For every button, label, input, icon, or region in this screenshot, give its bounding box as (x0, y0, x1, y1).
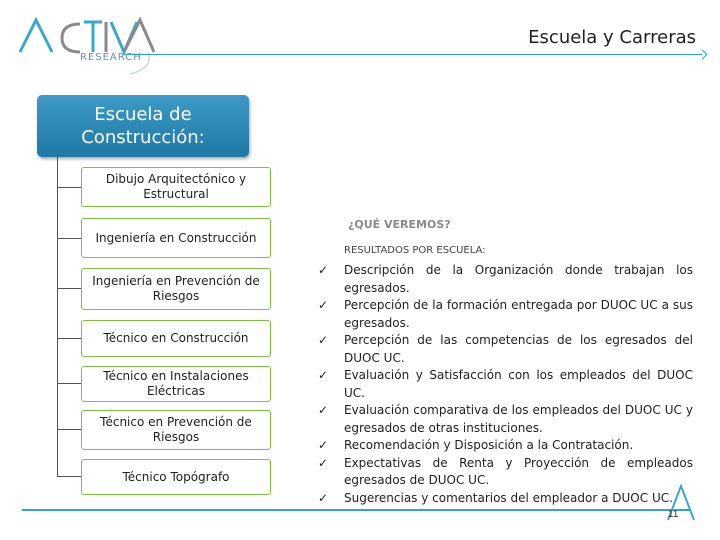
list-item: ✓ Evaluación comparativa de los empleados del DUOC UC y egresados de otras instituciones. (318, 403, 693, 435)
checkmark-icon: ✓ (318, 455, 329, 470)
branch-line (57, 476, 81, 477)
checkmark-icon: ✓ (318, 403, 329, 417)
activa-logo-icon (18, 12, 158, 76)
branch-line (57, 383, 81, 384)
list-item: ✓ Sugerencias y comentarios del empleador a DUOC UC. (318, 490, 693, 508)
activa-mark-icon (664, 480, 698, 528)
list-item: ✓ Descripción de la Organización donde trabajan los egresados. (318, 263, 693, 295)
logo-research-text: RESEARCH (80, 52, 142, 63)
list-item: ✓ Recomendación y Disposición a la Contratación. (318, 437, 693, 455)
career-box: Ingeniería en Construcción (81, 218, 271, 258)
checkmark-icon: ✓ (318, 368, 329, 382)
checkmark-icon: ✓ (318, 333, 329, 347)
branch-line (57, 187, 81, 188)
list-item: ✓ Percepción de las competencias de los egresados del DUOC UC. (318, 333, 693, 365)
page-title: Escuela y Carreras (528, 27, 696, 48)
page-number: 11 (668, 509, 679, 520)
career-box: Técnico en Instalaciones Eléctricas (81, 366, 271, 402)
career-box: Técnico en Prevención de Riesgos (81, 410, 271, 450)
school-box: Escuela de Construcción: (37, 95, 249, 157)
results-label: RESULTADOS POR ESCUELA: (344, 245, 486, 256)
branch-line (57, 238, 81, 239)
list-item: ✓ Evaluación y Satisfacción con los empleados del DUOC UC. (318, 368, 693, 400)
checkmark-icon: ✓ (318, 438, 329, 452)
career-box: Técnico en Construcción (81, 320, 271, 357)
career-box: Técnico Topógrafo (81, 459, 271, 495)
checkmark-icon: ✓ (318, 490, 329, 505)
career-box: Dibujo Arquitectónico y Estructural (81, 167, 271, 207)
section-heading: ¿QUÉ VEREMOS? (348, 218, 451, 231)
results-list (318, 262, 693, 507)
footer-divider (22, 509, 690, 511)
checkmark-icon: ✓ (318, 263, 329, 277)
list-item: ✓ Expectativas de Renta y Proyección de empleados egresados de DUOC UC. (318, 455, 693, 487)
header-divider (124, 54, 702, 55)
list-item: ✓ Percepción de la formación entregada por DUOC UC a sus egresados. (318, 298, 693, 330)
branch-line (57, 288, 81, 289)
checkmark-icon: ✓ (318, 298, 329, 312)
branch-line (57, 429, 81, 430)
career-box: Ingeniería en Prevención de Riesgos (81, 268, 271, 310)
branch-line (57, 338, 81, 339)
